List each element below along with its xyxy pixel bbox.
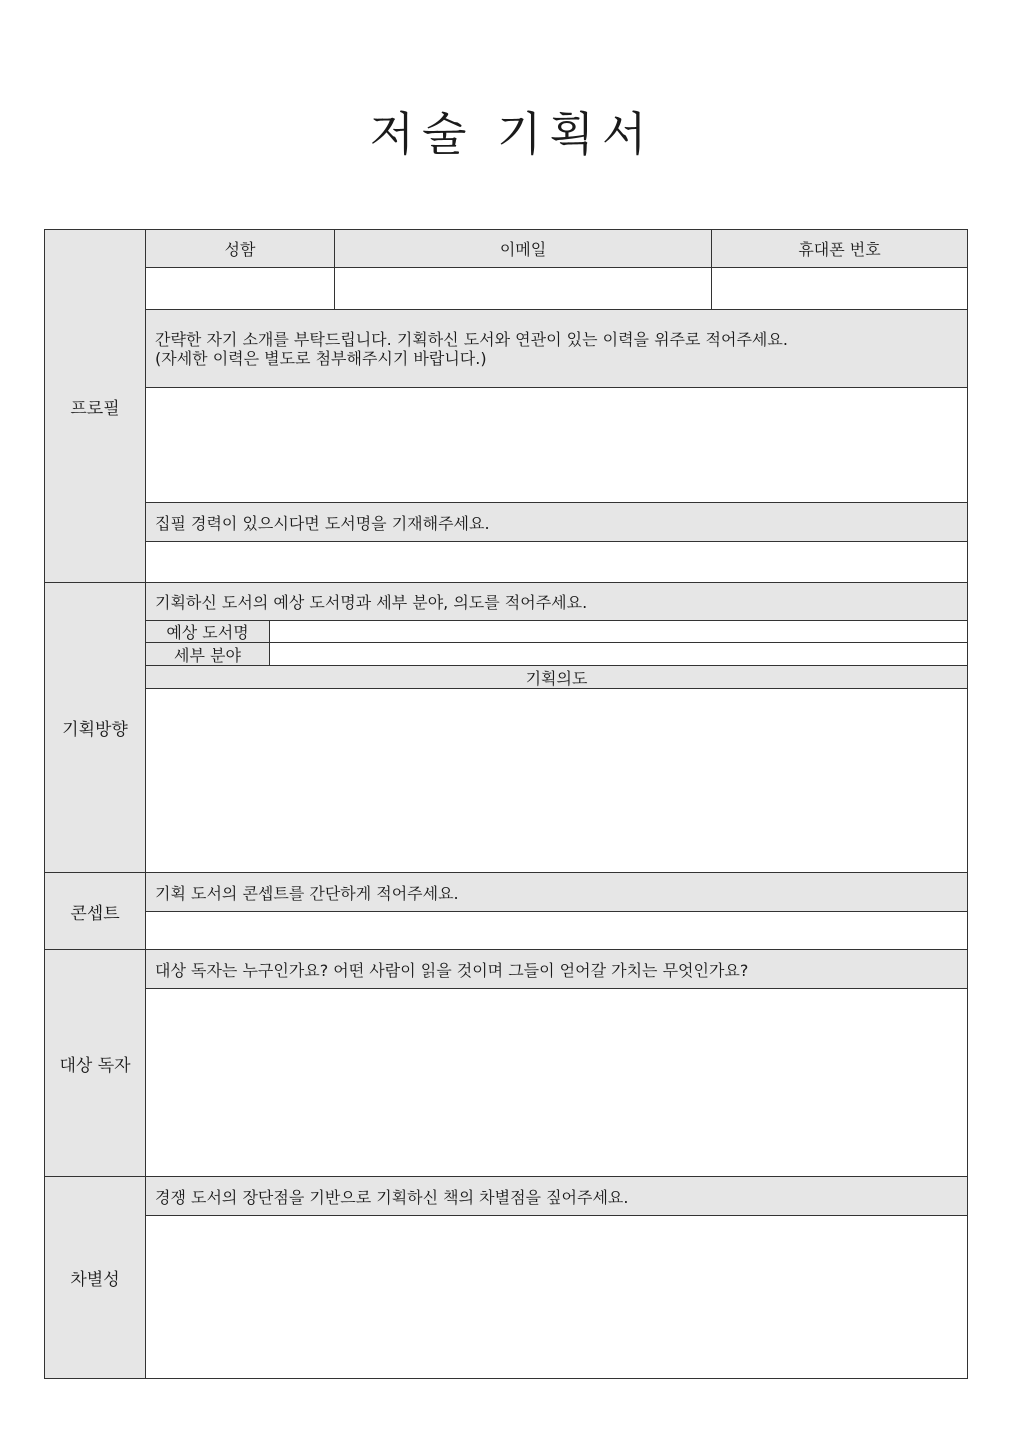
difference-label: 차별성: [45, 1177, 146, 1378]
name-header: 성함: [146, 230, 335, 267]
intent-label: 기획의도: [525, 668, 588, 688]
intro-prompt-row: [146, 309, 967, 387]
career-field[interactable]: [146, 541, 967, 582]
sub-field-label: 세부 분야: [146, 643, 270, 665]
concept-section: [45, 872, 967, 949]
direction-section: [45, 582, 967, 872]
sub-field-row: [146, 642, 967, 665]
profile-section: [45, 230, 967, 582]
contact-header-row: [146, 230, 967, 267]
intro-prompt-line1: 간략한 자기 소개를 부탁드립니다. 기획하신 도서와 연관이 있는 이력을 위주로 적어주세요.: [155, 329, 788, 349]
difference-field[interactable]: [146, 1215, 967, 1379]
concept-label: 콘셉트: [45, 873, 146, 949]
audience-prompt-row: [146, 950, 967, 988]
direction-label: 기획방향: [45, 583, 146, 872]
intro-prompt-line2: (자세한 이력은 별도로 첨부해주시기 바랍니다.): [155, 348, 487, 368]
career-prompt-row: [146, 502, 967, 541]
phone-field[interactable]: [712, 268, 967, 309]
email-field[interactable]: [335, 268, 712, 309]
audience-field[interactable]: [146, 988, 967, 1177]
intent-field[interactable]: [146, 688, 967, 873]
book-title-label: 예상 도서명: [146, 621, 270, 642]
email-header: 이메일: [335, 230, 712, 267]
book-title-field[interactable]: [270, 621, 967, 642]
career-prompt: 집필 경력이 있으시다면 도서명을 기재해주세요.: [155, 513, 490, 533]
proposal-form: [44, 229, 968, 1379]
difference-section: [45, 1176, 967, 1378]
profile-label: 프로필: [45, 230, 146, 582]
difference-prompt: 경쟁 도서의 장단점을 기반으로 기획하신 책의 차별점을 짚어주세요.: [155, 1187, 629, 1207]
concept-field[interactable]: [146, 911, 967, 950]
book-title-row: [146, 620, 967, 642]
sub-field-field[interactable]: [270, 643, 967, 665]
phone-header: 휴대폰 번호: [798, 240, 881, 259]
audience-section: [45, 949, 967, 1176]
concept-prompt-row: [146, 873, 967, 911]
intent-header-row: [146, 665, 967, 688]
concept-prompt: 기획 도서의 콘셉트를 간단하게 적어주세요.: [155, 883, 459, 903]
audience-label: 대상 독자: [45, 950, 146, 1176]
audience-prompt: 대상 독자는 누구인가요? 어떤 사람이 읽을 것이며 그들이 얻어갈 가치는 무엇인가요?: [155, 960, 749, 980]
difference-prompt-row: [146, 1177, 967, 1215]
contact-input-row: [146, 267, 967, 309]
name-field[interactable]: [146, 268, 335, 309]
direction-prompt-row: [146, 583, 967, 620]
direction-prompt: 기획하신 도서의 예상 도서명과 세부 분야, 의도를 적어주세요.: [155, 593, 588, 612]
page-title: 저술 기획서: [369, 107, 655, 161]
intro-field[interactable]: [146, 387, 967, 502]
